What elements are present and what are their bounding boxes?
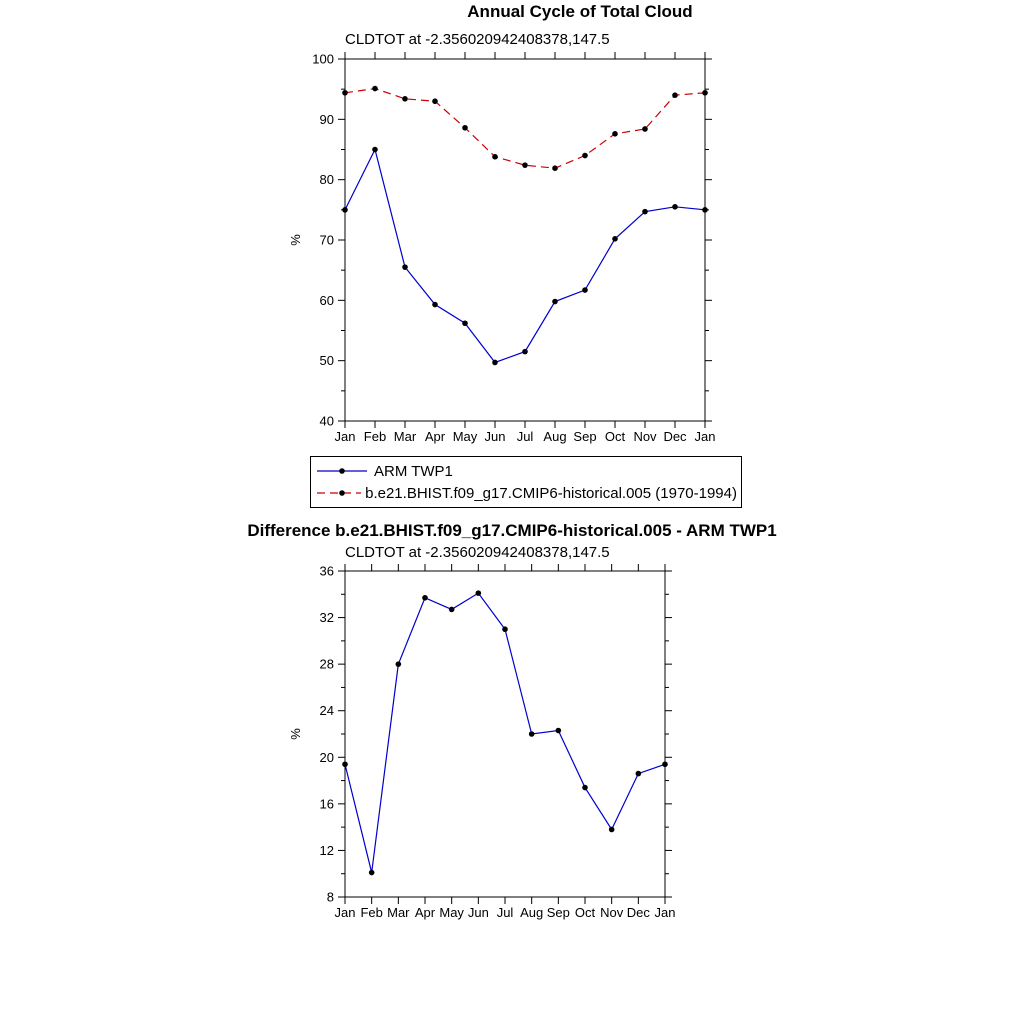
svg-text:Aug: Aug [543,429,567,444]
svg-text:Nov: Nov [600,905,624,920]
svg-text:80: 80 [319,172,334,188]
svg-text:Dec: Dec [663,429,687,444]
difference-chart-svg [280,557,750,937]
difference-chart-title: Difference b.e21.BHIST.f09_g17.CMIP6-historical.005 - ARM TWP1 [247,521,777,540]
top-chart-subtitle: CLDTOT at -2.356020942408378,147.5 [345,31,610,48]
svg-text:60: 60 [319,292,334,308]
series-0 [342,147,708,366]
svg-text:12: 12 [319,842,334,858]
svg-text:36: 36 [319,563,334,579]
legend-sample-line-0 [315,462,370,480]
svg-text:Sep: Sep [546,905,570,920]
svg-text:Feb: Feb [360,905,383,920]
svg-text:Jul: Jul [496,905,514,920]
svg-text:28: 28 [319,656,334,672]
svg-text:Jan: Jan [694,429,716,444]
difference-chart-subtitle: CLDTOT at -2.356020942408378,147.5 [345,544,610,561]
svg-text:May: May [452,429,478,444]
svg-text:Sep: Sep [573,429,597,444]
legend-item-model [315,482,737,504]
svg-text:Aug: Aug [520,905,544,920]
legend-label: ARM TWP1 [374,462,453,480]
svg-text:50: 50 [319,353,334,369]
svg-text:16: 16 [319,796,334,812]
svg-text:Jul: Jul [516,429,534,444]
annual-cycle-chart-svg [280,46,750,461]
svg-text:70: 70 [319,232,334,248]
svg-text:32: 32 [319,610,334,626]
svg-text:Jan: Jan [334,429,356,444]
svg-text:Jun: Jun [484,429,506,444]
svg-text:Nov: Nov [633,429,657,444]
svg-text:Feb: Feb [363,429,387,444]
svg-text:Oct: Oct [574,905,596,920]
svg-text:Apr: Apr [414,905,436,920]
svg-text:May: May [439,905,464,920]
svg-text:Apr: Apr [424,429,446,444]
svg-text:100: 100 [312,51,334,67]
svg-text:Oct: Oct [604,429,626,444]
svg-text:8: 8 [326,889,334,905]
svg-text:%: % [288,234,303,246]
svg-text:Jun: Jun [467,905,489,920]
svg-text:Dec: Dec [626,905,650,920]
svg-text:Mar: Mar [393,429,417,444]
series-1 [342,86,708,171]
svg-text:Mar: Mar [387,905,410,920]
svg-text:Jan: Jan [654,905,676,920]
svg-text:%: % [288,728,303,740]
svg-text:Jan: Jan [334,905,356,920]
svg-text:24: 24 [319,703,334,719]
svg-text:90: 90 [319,111,334,127]
svg-text:40: 40 [319,413,334,429]
legend-box [310,456,742,508]
legend-item-arm-twp1 [315,460,737,482]
legend-label: b.e21.BHIST.f09_g17.CMIP6-historical.005 (1970-1994) [365,484,737,502]
svg-text:20: 20 [319,749,334,765]
legend-sample-line-1 [315,484,361,502]
series-0 [342,590,668,875]
top-chart-title: Annual Cycle of Total Cloud [467,2,693,21]
